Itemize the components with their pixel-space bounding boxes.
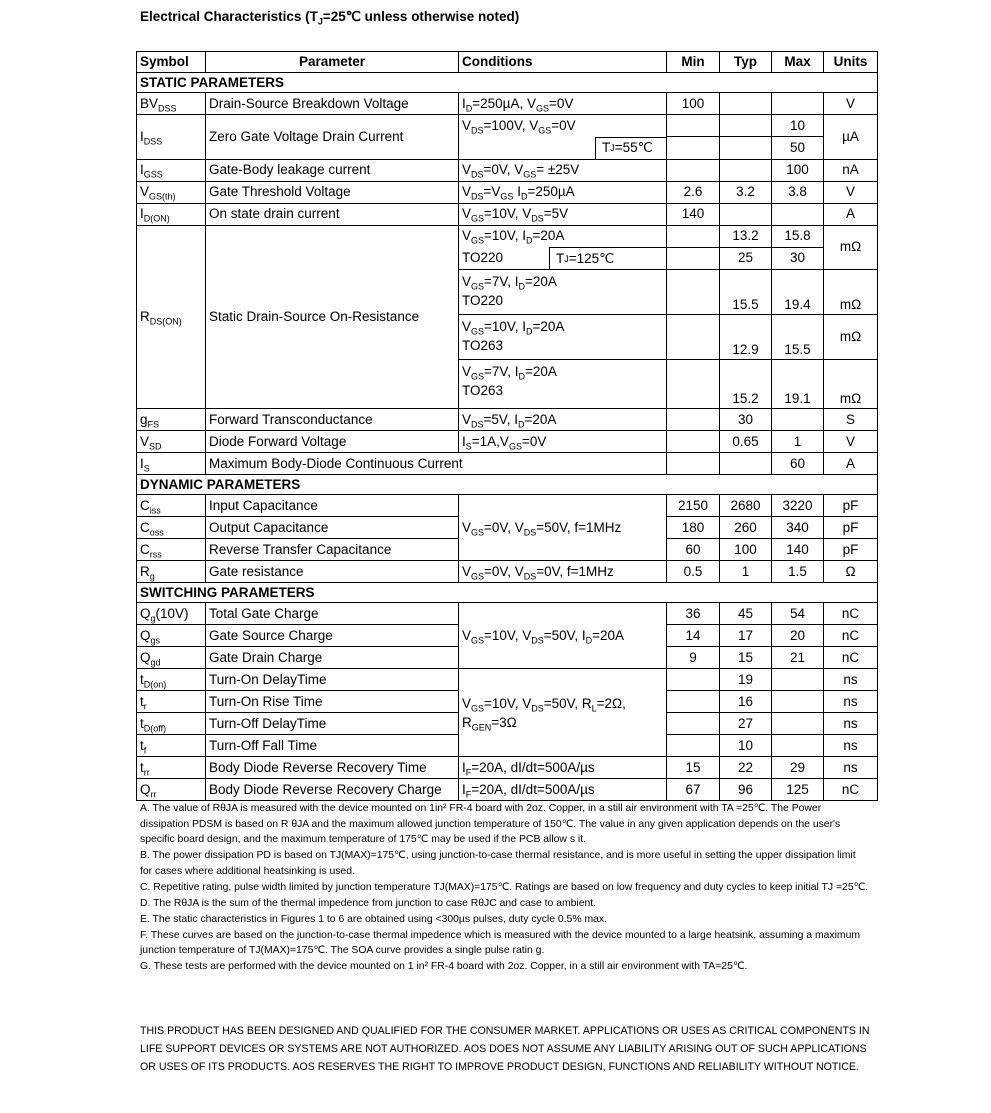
parameter-cell: Static Drain-Source On-Resistance	[206, 225, 459, 409]
conditions-cell: $V_{GS}=10V$, $V_{DS}=50V$, $I_D=20A$	[459, 603, 667, 669]
package-label: TO220	[462, 250, 504, 265]
parameter-cell: On state drain current	[206, 203, 459, 225]
parameter-cell: Reverse Transfer Capacitance	[206, 539, 459, 561]
unit-cell: nA	[824, 159, 878, 181]
min-cell	[667, 409, 720, 431]
conditions-cell: $V_{GS}=0V$, $V_{DS}=0V$, f=1MHz	[459, 561, 667, 583]
parameter-cell: Diode Forward Voltage	[206, 431, 459, 453]
table-row	[137, 225, 878, 247]
typ-cell: 2680	[720, 495, 772, 517]
parameter-cell: Body Diode Reverse Recovery Charge	[206, 779, 459, 801]
section-switching-title: SWITCHING PARAMETERS	[137, 583, 878, 603]
conditions-cell: T J =55℃	[459, 137, 667, 160]
conditions-cell: $V_{GS}=10V$, $I_D=20A$ TO263	[459, 315, 667, 360]
min-cell	[667, 735, 720, 757]
conditions-cell: $V_{DS}=0V$, $V_{GS}= \pm 25V$	[459, 159, 667, 181]
min-cell: 60	[667, 539, 720, 561]
conditions-cell: $V_{GS}=7V$, $I_D=20A$ TO263	[459, 360, 667, 409]
parameter-cell: Maximum Body-Diode Continuous Current	[206, 453, 667, 475]
disclaimer: THIS PRODUCT HAS BEEN DESIGNED AND QUALIFIED FOR THE CONSUMER MARKET. APPLICATIONS OR USES AS CRITICAL COMPONENTS IN LIFE SUPPORT DEVICES OR SYSTEMS ARE NOT AUTHORIZED. AOS DOES NOT ASSUME ANY LIABILITY ARISING OUT OF SUCH APPLICATIONS OR USES OF ITS PRODUCTS. AOS RESERVES THE RIGHT TO IMPROVE PRODUCT DESIGN, FUNCTIONS AND RELIABILITY WITHOUT NOTICE.	[140, 1025, 870, 1073]
min-cell: 14	[667, 625, 720, 647]
min-cell: 2150	[667, 495, 720, 517]
symbol-cell: $t_{D(on)}$	[137, 669, 206, 691]
conditions-cell: $V_{GS}=10V$, $I_D=20A$	[459, 225, 667, 247]
unit-cell: pF	[824, 517, 878, 539]
unit-cell: pF	[824, 539, 878, 561]
typ-cell	[720, 93, 772, 115]
table-row	[137, 779, 878, 801]
typ-cell: 0.65	[720, 431, 772, 453]
parameter-cell: Zero Gate Voltage Drain Current	[206, 115, 459, 160]
table-row	[137, 495, 878, 517]
unit-cell: Ω	[824, 561, 878, 583]
symbol-cell: $R_{DS(ON)}$	[137, 225, 206, 409]
conditions-cell: $I_D=250\mu A$, $V_{GS}=0V$	[459, 93, 667, 115]
parameter-cell: Input Capacitance	[206, 495, 459, 517]
symbol-cell: $t_{rr}$	[137, 757, 206, 779]
symbol-cell: $Q_{rr}$	[137, 779, 206, 801]
symbol-cell: $BV_{DSS}$	[137, 93, 206, 115]
parameter-cell: Turn-Off DelayTime	[206, 713, 459, 735]
min-cell: 15	[667, 757, 720, 779]
table-row	[137, 561, 878, 583]
max-cell	[772, 669, 824, 691]
conditions-cell: $V_{GS}=10V$, $V_{DS}=50V$, $R_L=2\Omega$, $R_{GEN}=3\Omega$	[459, 669, 667, 757]
min-cell: 100	[667, 93, 720, 115]
unit-cell: ns	[824, 735, 878, 757]
header-typ: Typ	[720, 52, 772, 73]
table-row	[137, 115, 878, 137]
parameter-cell: Drain-Source Breakdown Voltage	[206, 93, 459, 115]
min-cell	[667, 669, 720, 691]
symbol-cell: $t_f$	[137, 735, 206, 757]
table-row	[137, 159, 878, 181]
conditions-cell: $V_{DS}=5V$, $I_D=20A$	[459, 409, 667, 431]
max-cell: 140	[772, 539, 824, 561]
min-cell	[667, 270, 720, 315]
unit-cell: mΩ	[824, 315, 878, 360]
unit-cell: V	[824, 181, 878, 203]
typ-cell	[720, 115, 772, 137]
max-cell	[772, 735, 824, 757]
table-row	[137, 603, 878, 625]
section-static-title: STATIC PARAMETERS	[137, 73, 878, 93]
parameter-cell: Total Gate Charge	[206, 603, 459, 625]
table-row	[137, 431, 878, 453]
conditions-cell: TO220 T J =125℃	[459, 247, 667, 270]
typ-cell: 16	[720, 691, 772, 713]
parameter-cell: Gate Source Charge	[206, 625, 459, 647]
conditions-cell: $I_S=1A,V_{GS}=0V$	[459, 431, 667, 453]
typ-cell: 1	[720, 561, 772, 583]
unit-cell: pF	[824, 495, 878, 517]
max-cell: 125	[772, 779, 824, 801]
min-cell: 36	[667, 603, 720, 625]
header-units: Units	[824, 52, 878, 73]
table-header-row	[137, 52, 878, 73]
symbol-cell: $I_{DSS}$	[137, 115, 206, 160]
unit-cell: ns	[824, 713, 878, 735]
max-cell: 10	[772, 115, 824, 137]
max-cell: 50	[772, 137, 824, 160]
table-row	[137, 203, 878, 225]
conditions-cell: $V_{GS}=7V$, $I_D=20A$ TO220	[459, 270, 667, 315]
footnote-g: G. These tests are performed with the device mounted on 1 in² FR-4 board with 2oz. Copper, in a still air environment with TA=25℃.	[140, 961, 748, 972]
min-cell: 180	[667, 517, 720, 539]
max-cell	[772, 93, 824, 115]
max-cell: 29	[772, 757, 824, 779]
unit-cell: mΩ	[824, 225, 878, 270]
typ-cell: 22	[720, 757, 772, 779]
max-cell: 100	[772, 159, 824, 181]
min-cell: 67	[667, 779, 720, 801]
footnote-f: F. These curves are based on the junction-to-case thermal impedence which is measured with the device mounted to a large heatsink, assuming a maximum junction temperature of TJ(MAX)=175℃. The SOA curve provides a single pulse ratin g.	[140, 929, 861, 956]
max-cell: 19.4	[772, 270, 824, 315]
symbol-cell: $C_{iss}$	[137, 495, 206, 517]
max-cell	[772, 409, 824, 431]
max-cell: 1	[772, 431, 824, 453]
max-cell: 30	[772, 247, 824, 270]
unit-cell: V	[824, 93, 878, 115]
unit-cell: nC	[824, 625, 878, 647]
unit-cell: nC	[824, 647, 878, 669]
min-cell	[667, 159, 720, 181]
typ-cell: 25	[720, 247, 772, 270]
min-cell	[667, 431, 720, 453]
typ-cell: 17	[720, 625, 772, 647]
unit-cell: A	[824, 203, 878, 225]
footnotes	[140, 801, 870, 975]
typ-cell: 260	[720, 517, 772, 539]
typ-cell: 27	[720, 713, 772, 735]
table-row	[137, 181, 878, 203]
unit-cell: mΩ	[824, 360, 878, 409]
table-row	[137, 669, 878, 691]
typ-cell	[720, 453, 772, 475]
min-cell	[667, 315, 720, 360]
unit-cell: nC	[824, 779, 878, 801]
max-cell	[772, 203, 824, 225]
parameter-cell: Body Diode Reverse Recovery Time	[206, 757, 459, 779]
symbol-cell: $V_{GS(th)}$	[137, 181, 206, 203]
max-cell: 3.8	[772, 181, 824, 203]
max-cell	[772, 713, 824, 735]
conditions-cell: $V_{GS}=0V$, $V_{DS}=50V$, f=1MHz	[459, 495, 667, 561]
max-cell: 19.1	[772, 360, 824, 409]
typ-cell: 13.2	[720, 225, 772, 247]
symbol-cell: $I_{GSS}$	[137, 159, 206, 181]
table-row	[137, 757, 878, 779]
conditions-cell: $V_{DS}=100V$, $V_{GS}=0V$	[459, 115, 667, 137]
min-cell	[667, 713, 720, 735]
typ-cell: 30	[720, 409, 772, 431]
symbol-cell: $I_{D(ON)}$	[137, 203, 206, 225]
typ-cell: 45	[720, 603, 772, 625]
typ-cell: 10	[720, 735, 772, 757]
parameter-cell: Gate-Body leakage current	[206, 159, 459, 181]
unit-cell: nC	[824, 603, 878, 625]
page-title: Electrical Characteristics ($T_J=25℃$ unless otherwise noted)	[140, 9, 520, 27]
min-cell: 9	[667, 647, 720, 669]
typ-cell: 15.5	[720, 270, 772, 315]
symbol-cell: $Q_g(10V)$	[137, 603, 206, 625]
footnote-b: B. The power dissipation PD is based on TJ(MAX)=175℃, using junction-to-case thermal resistance, and is more useful in setting the upper dissipation limit for cases where additional heatsinking is used.	[140, 850, 856, 877]
typ-cell: 19	[720, 669, 772, 691]
max-cell	[772, 691, 824, 713]
parameter-cell: Forward Transconductance	[206, 409, 459, 431]
symbol-cell: $C_{oss}$	[137, 517, 206, 539]
symbol-cell: $C_{rss}$	[137, 539, 206, 561]
min-cell: 140	[667, 203, 720, 225]
table-row	[137, 93, 878, 115]
conditions-cell: $I_F=20A$, dI/dt=500A/µs	[459, 779, 667, 801]
max-cell: 21	[772, 647, 824, 669]
table-row	[137, 453, 878, 475]
conditions-cell: $V_{GS}=10V$, $V_{DS}=5V$	[459, 203, 667, 225]
min-cell	[667, 225, 720, 247]
min-cell	[667, 247, 720, 270]
footnote-e: E. The static characteristics in Figures 1 to 6 are obtained using <300µs pulses, duty cycle 0.5% max.	[140, 913, 607, 925]
footnote-c: C. Repetitive rating, pulse width limited by junction temperature TJ(MAX)=175℃. Ratings are based on low frequency and duty cycles to keep initial TJ =25℃.	[140, 881, 869, 893]
max-cell: 54	[772, 603, 824, 625]
typ-cell: 100	[720, 539, 772, 561]
max-cell: 340	[772, 517, 824, 539]
symbol-cell: $g_{FS}$	[137, 409, 206, 431]
unit-cell: ns	[824, 669, 878, 691]
max-cell: 20	[772, 625, 824, 647]
unit-cell: ns	[824, 691, 878, 713]
max-cell: 15.8	[772, 225, 824, 247]
typ-cell: 15	[720, 647, 772, 669]
section-dynamic-title: DYNAMIC PARAMETERS	[137, 475, 878, 495]
parameter-cell: Gate Threshold Voltage	[206, 181, 459, 203]
header-max: Max	[772, 52, 824, 73]
section-row-dynamic	[137, 475, 878, 495]
footnote-a: A. The value of RθJA is measured with the device mounted on 1in² FR-4 board with 2oz. Copper, in a still air environment with TA =25℃. The Power dissipation PDSM is based on R θJA and the maximum allowed junction temperature of 150℃. The value in any given application depends on the user's specific board design, and the maximum temperature of 175℃ may be used if the PCB allow s it.	[140, 803, 841, 845]
min-cell: 0.5	[667, 561, 720, 583]
unit-cell: ns	[824, 757, 878, 779]
typ-cell	[720, 203, 772, 225]
parameter-cell: Gate Drain Charge	[206, 647, 459, 669]
header-symbol: Symbol	[137, 52, 206, 73]
conditions-cell: $I_F=20A$, dI/dt=500A/µs	[459, 757, 667, 779]
min-cell	[667, 115, 720, 137]
unit-cell: S	[824, 409, 878, 431]
max-cell: 3220	[772, 495, 824, 517]
symbol-cell: $I_S$	[137, 453, 206, 475]
header-parameter: Parameter	[206, 52, 459, 73]
symbol-cell: $Q_{gs}$	[137, 625, 206, 647]
max-cell: 15.5	[772, 315, 824, 360]
min-cell	[667, 360, 720, 409]
symbol-cell: $t_{D(off)}$	[137, 713, 206, 735]
symbol-cell: $t_r$	[137, 691, 206, 713]
electrical-characteristics-table	[136, 51, 878, 801]
conditions-cell: $V_{DS}=V_{GS}$ $I_D=250\mu A$	[459, 181, 667, 203]
max-cell: 60	[772, 453, 824, 475]
unit-cell: µA	[824, 115, 878, 160]
unit-cell: A	[824, 453, 878, 475]
unit-cell: mΩ	[824, 270, 878, 315]
parameter-cell: Gate resistance	[206, 561, 459, 583]
unit-cell: V	[824, 431, 878, 453]
parameter-cell: Output Capacitance	[206, 517, 459, 539]
symbol-cell: $R_g$	[137, 561, 206, 583]
table-row	[137, 409, 878, 431]
footnote-d: D. The RθJA is the sum of the thermal impedence from junction to case RθJC and case to ambient.	[140, 897, 597, 909]
min-cell	[667, 691, 720, 713]
parameter-cell: Turn-On DelayTime	[206, 669, 459, 691]
parameter-cell: Turn-On Rise Time	[206, 691, 459, 713]
parameter-cell: Turn-Off Fall Time	[206, 735, 459, 757]
header-conditions: Conditions	[459, 52, 667, 73]
typ-cell: 12.9	[720, 315, 772, 360]
typ-cell: 15.2	[720, 360, 772, 409]
min-cell	[667, 453, 720, 475]
symbol-cell: $V_{SD}$	[137, 431, 206, 453]
typ-cell: 3.2	[720, 181, 772, 203]
section-row-static	[137, 73, 878, 93]
section-row-switching	[137, 583, 878, 603]
max-cell: 1.5	[772, 561, 824, 583]
typ-cell: 96	[720, 779, 772, 801]
header-min: Min	[667, 52, 720, 73]
min-cell	[667, 137, 720, 160]
min-cell: 2.6	[667, 181, 720, 203]
symbol-cell: $Q_{gd}$	[137, 647, 206, 669]
typ-cell	[720, 137, 772, 160]
typ-cell	[720, 159, 772, 181]
